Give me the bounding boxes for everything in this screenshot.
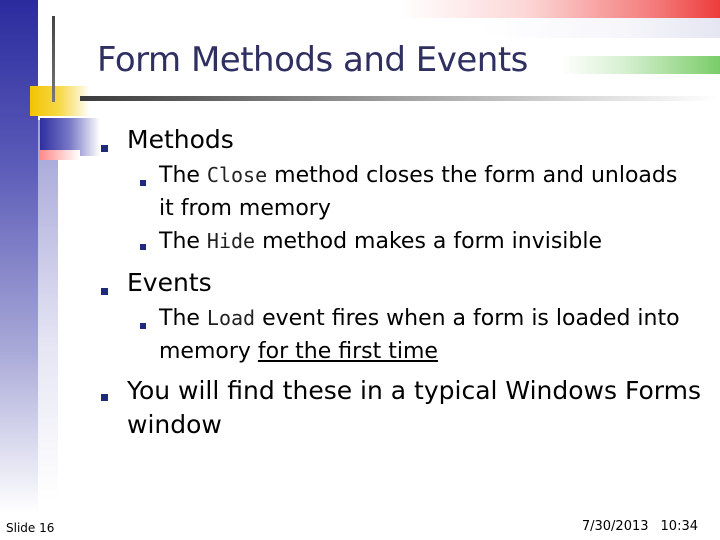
windows-forms-item	[127, 374, 701, 442]
footer-time: 10:34	[660, 519, 698, 534]
text: memory	[159, 339, 258, 364]
code-close: Close	[206, 163, 268, 187]
code-load: Load	[206, 306, 256, 330]
footer-datetime	[582, 519, 698, 534]
text: it from memory	[159, 196, 331, 221]
bullet-square-icon	[140, 244, 146, 250]
bullet-square-icon	[140, 180, 146, 186]
slide-number: Slide 16	[6, 521, 55, 535]
methods-heading: Methods	[127, 125, 234, 154]
underlined-text: for the first time	[257, 339, 438, 364]
code-hide: Hide	[206, 229, 256, 253]
text: method makes a form invisible	[255, 229, 603, 254]
events-heading: Events	[127, 268, 212, 297]
text: event fires when a form is loaded into	[255, 306, 680, 331]
text: You will find these in a typical Windows Forms	[127, 376, 701, 405]
left-gradient-bar	[0, 0, 38, 540]
top-red-gradient-bar	[400, 0, 720, 18]
text: method closes the form and unloads	[267, 163, 678, 188]
bullet-square-icon	[101, 394, 108, 401]
red-accent-block	[40, 150, 80, 160]
slide-title: Form Methods and Events	[97, 40, 528, 80]
title-vertical-rule	[52, 16, 55, 102]
events-item-load	[159, 302, 680, 368]
yellow-accent-block	[30, 86, 90, 116]
footer-date: 7/30/2013	[581, 519, 649, 534]
green-gradient-bar	[560, 56, 720, 74]
bullet-square-icon	[101, 145, 108, 152]
methods-item-close	[159, 159, 677, 225]
text: window	[127, 410, 222, 439]
text: The	[159, 163, 207, 188]
top-gray-gradient-bar	[480, 18, 720, 38]
text: The	[159, 306, 207, 331]
bullet-square-icon	[140, 323, 146, 329]
left-gradient-bar-secondary	[38, 120, 58, 500]
title-horizontal-rule	[80, 96, 720, 101]
text: The	[159, 229, 207, 254]
methods-item-hide	[159, 225, 602, 258]
bullet-square-icon	[101, 288, 108, 295]
